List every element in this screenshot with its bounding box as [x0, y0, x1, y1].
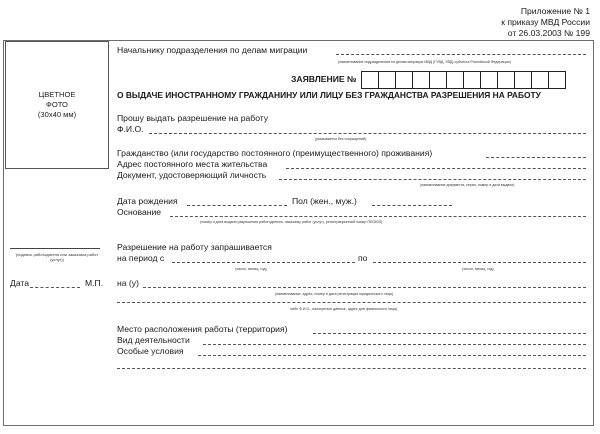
photo-line2: ФОТО — [46, 100, 68, 109]
statement-number-cell-11[interactable] — [531, 71, 549, 89]
appendix-label: Приложение № 1 — [520, 6, 590, 16]
citizenship-label: Гражданство (или государство постоянного (преимущественного) проживания) — [117, 148, 433, 158]
fio-field[interactable] — [149, 133, 586, 134]
conditions-label: Особые условия — [117, 346, 184, 356]
order-date-label: от 26.03.2003 № 199 — [507, 28, 590, 38]
to-whom-field[interactable] — [143, 287, 586, 288]
date-label: Дата — [10, 278, 30, 288]
statement-number-cell-1[interactable] — [361, 71, 379, 89]
statement-label: ЗАЯВЛЕНИЕ № — [291, 74, 357, 84]
legal-entity-hint: (наименование, адрес, номер и дата регистрации юридического лица) — [275, 292, 393, 296]
statement-number-cell-2[interactable] — [378, 71, 396, 89]
statement-number-cell-7[interactable] — [463, 71, 481, 89]
employer-signature-hint: (подпись работодателя или заказчика работ (услуг)) — [15, 252, 99, 262]
period-to-hint: (число, месяц, год) — [462, 267, 494, 271]
document-field[interactable] — [279, 179, 586, 180]
employer-signature-field[interactable] — [10, 248, 100, 249]
period-requested-label: Разрешение на работу запрашивается — [117, 242, 272, 252]
photo-placeholder — [5, 41, 109, 169]
citizenship-field[interactable] — [486, 157, 586, 158]
statement-number-cell-8[interactable] — [480, 71, 498, 89]
period-from-label: на период с — [117, 253, 165, 263]
addressee-label: Начальнику подразделения по делам миграции — [117, 45, 308, 55]
period-to-field[interactable] — [373, 262, 586, 263]
order-label: к приказу МВД России — [501, 17, 590, 27]
work-location-label: Место расположения работы (территория) — [117, 324, 288, 334]
birth-date-field[interactable] — [187, 205, 287, 206]
activity-label: Вид деятельности — [117, 335, 190, 345]
sex-field[interactable] — [372, 205, 452, 206]
statement-number-cell-12[interactable] — [548, 71, 566, 89]
photo-size: (30х40 мм) — [37, 110, 77, 119]
addressee-hint: (наименование подразделения по делам миграции МВД (ГУВД, УВД) субъекта Российской Федерации) — [338, 60, 511, 64]
period-from-field[interactable] — [172, 262, 355, 263]
statement-number-cell-3[interactable] — [395, 71, 413, 89]
conditions-field[interactable] — [198, 355, 586, 356]
document-label: Документ, удостоверяющий личность — [117, 170, 267, 180]
address-field[interactable] — [286, 168, 586, 169]
basis-field[interactable] — [170, 216, 586, 217]
statement-number-cell-9[interactable] — [497, 71, 515, 89]
statement-title: О ВЫДАЧЕ ИНОСТРАННОМУ ГРАЖДАНИНУ ИЛИ ЛИЦУ БЕЗ ГРАЖДАНСТВА РАЗРЕШЕНИЯ НА РАБОТУ — [117, 90, 541, 100]
period-from-hint: (число, месяц, год) — [235, 267, 267, 271]
statement-number-cell-10[interactable] — [514, 71, 532, 89]
basis-label: Основание — [117, 207, 162, 217]
addressee-field[interactable] — [336, 54, 586, 55]
work-location-field[interactable] — [313, 333, 586, 334]
activity-field[interactable] — [203, 344, 586, 345]
to-whom-label: на (у) — [117, 278, 139, 288]
statement-number-cell-6[interactable] — [446, 71, 464, 89]
mp-label: М.П. — [85, 278, 104, 288]
basis-hint: (номер и дата выдачи разрешения работодателю, заказчику работ (услуг), регистрационный номер ПБОЮЛ) — [200, 220, 383, 224]
statement-number-cell-5[interactable] — [429, 71, 447, 89]
individual-hint: либо Ф.И.О., паспортные данные, адрес для физического лица) — [290, 307, 398, 311]
fio-hint: (указывается без сокращений) — [315, 137, 367, 141]
document-hint: (наименование документа, серия, номер и дата выдачи) — [420, 183, 515, 187]
period-to-label: по — [358, 253, 368, 263]
stamp-date-field[interactable] — [30, 287, 80, 288]
to-whom-field-2[interactable] — [117, 302, 586, 303]
fio-label: Ф.И.О. — [117, 124, 144, 134]
birth-date-label: Дата рождения — [117, 196, 178, 206]
photo-line1: ЦВЕТНОЕ — [38, 90, 76, 99]
statement-number-cell-4[interactable] — [412, 71, 430, 89]
address-label: Адрес постоянного места жительства — [117, 159, 268, 169]
conditions-field-2[interactable] — [117, 368, 586, 369]
sex-label: Пол (жен., муж.) — [292, 196, 357, 206]
request-label: Прошу выдать разрешение на работу — [117, 113, 269, 123]
